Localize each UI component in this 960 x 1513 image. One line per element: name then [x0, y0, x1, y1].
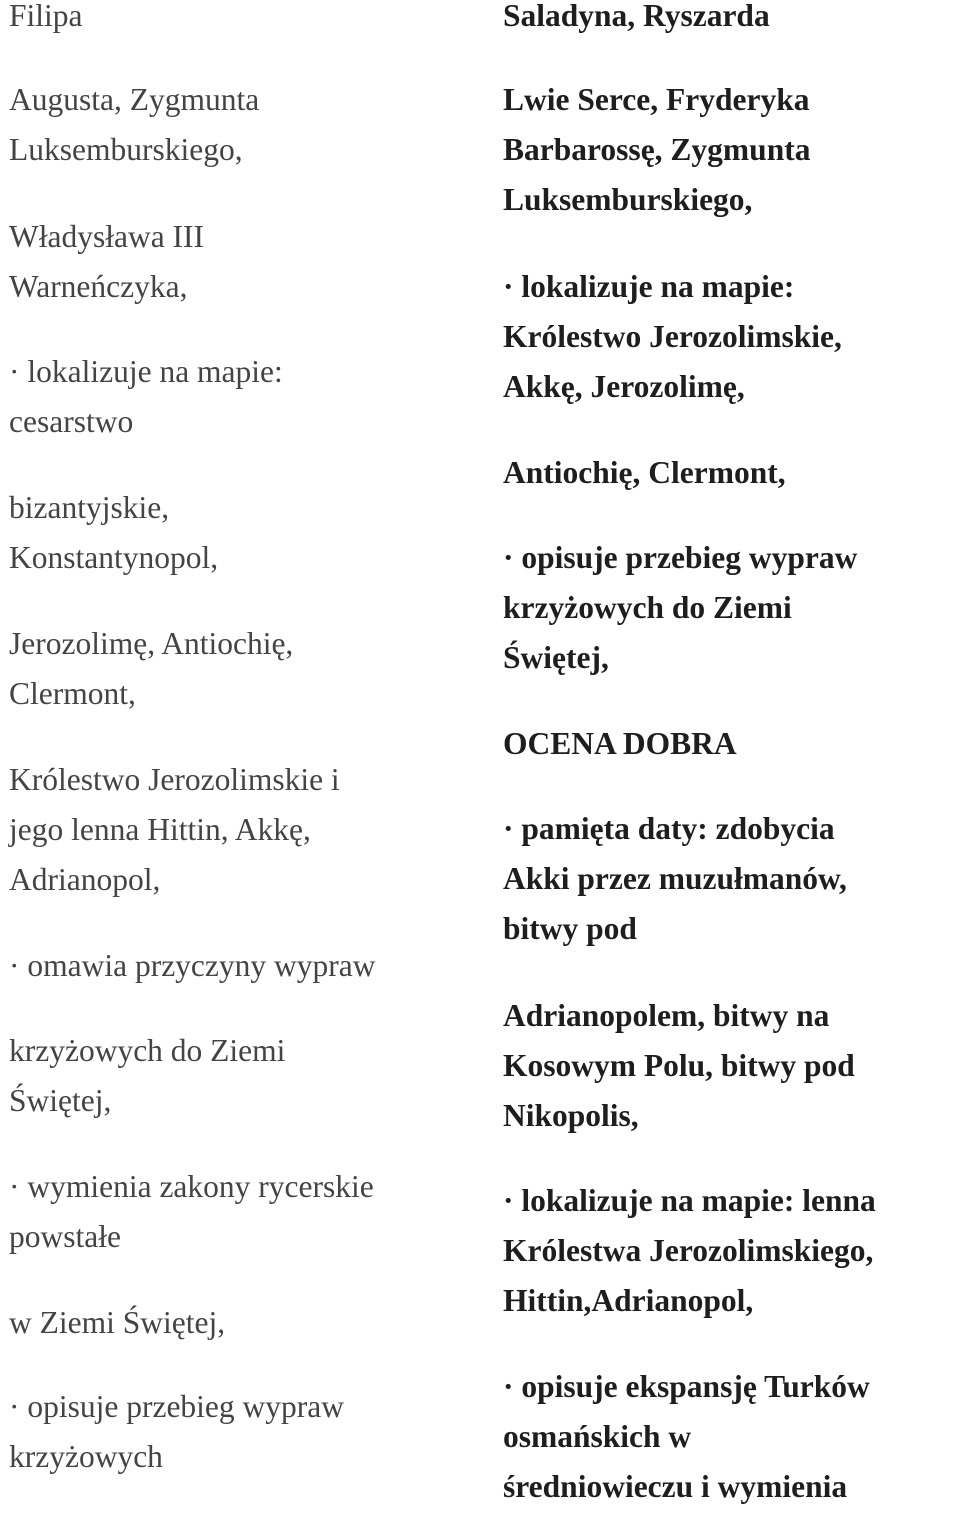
- text-line: Nikopolis,: [503, 1098, 639, 1133]
- text-line: krzyżowych do Ziemi: [503, 590, 792, 625]
- text-line: Antiochię, Clermont,: [503, 455, 786, 490]
- text-line: Lwie Serce, Fryderyka: [503, 82, 810, 117]
- text-line: · lokalizuje na mapie:: [9, 354, 283, 389]
- left-para-10: [9, 1162, 374, 1262]
- text-line: · lokalizuje na mapie: lenna: [503, 1183, 876, 1218]
- text-line: Adrianopolem, bitwy na: [503, 998, 830, 1033]
- text-line: Augusta, Zygmunta: [9, 82, 260, 117]
- text-line: · omawia przyczyny wypraw: [9, 948, 376, 983]
- text-line: Luksemburskiego,: [503, 182, 753, 217]
- text-line: Królestwo Jerozolimskie i: [9, 762, 340, 797]
- text-line: cesarstwo: [9, 404, 134, 439]
- text-line: Jerozolimę, Antiochię,: [9, 626, 294, 661]
- grade-heading: OCENA DOBRA: [503, 726, 737, 761]
- left-para-2: [9, 75, 259, 175]
- text-line: Królestwa Jerozolimskiego,: [503, 1233, 874, 1268]
- right-para-4: [503, 448, 786, 498]
- text-line: Konstantynopol,: [9, 540, 219, 575]
- text-line: Filipa: [9, 0, 83, 33]
- right-para-9: [503, 1176, 876, 1326]
- text-line: w Ziemi Świętej,: [9, 1305, 226, 1340]
- text-line: Królestwo Jerozolimskie,: [503, 319, 842, 354]
- left-para-4: [9, 347, 283, 447]
- right-para-6: [503, 719, 737, 769]
- text-line: · pamięta daty: zdobycia: [503, 811, 835, 846]
- text-line: · opisuje przebieg wypraw: [503, 540, 858, 575]
- text-line: krzyżowych: [9, 1439, 163, 1474]
- right-para-8: [503, 991, 855, 1141]
- text-line: · lokalizuje na mapie:: [503, 269, 795, 304]
- text-line: Luksemburskiego,: [9, 132, 243, 167]
- text-line: Warneńczyka,: [9, 269, 188, 304]
- left-para-3: [9, 212, 204, 312]
- left-para-12: [9, 1382, 344, 1482]
- right-para-5: [503, 533, 857, 683]
- left-para-7: [9, 755, 340, 905]
- left-para-6: [9, 619, 293, 719]
- text-line: bitwy pod: [503, 911, 637, 946]
- text-line: Kosowym Polu, bitwy pod: [503, 1048, 855, 1083]
- left-para-8: [9, 941, 375, 991]
- right-para-1: [503, 0, 770, 41]
- left-para-5: [9, 483, 218, 583]
- right-para-3: [503, 262, 842, 412]
- right-para-10: [503, 1362, 870, 1512]
- text-line: Saladyna, Ryszarda: [503, 0, 770, 33]
- text-line: średniowieczu i wymienia: [503, 1469, 848, 1504]
- text-line: Świętej,: [9, 1083, 112, 1118]
- right-para-7: [503, 804, 847, 954]
- text-line: jego lenna Hittin, Akkę,: [9, 812, 311, 847]
- left-para-1: [9, 0, 83, 41]
- text-line: Clermont,: [9, 676, 136, 711]
- left-para-9: [9, 1026, 285, 1126]
- right-para-2: [503, 75, 810, 225]
- text-line: Adrianopol,: [9, 862, 161, 897]
- text-line: Akkę, Jerozolimę,: [503, 369, 745, 404]
- text-line: Świętej,: [503, 640, 609, 675]
- left-para-11: [9, 1298, 225, 1348]
- text-line: · opisuje przebieg wypraw: [9, 1389, 345, 1424]
- text-line: powstałe: [9, 1219, 121, 1254]
- text-line: Hittin,Adrianopol,: [503, 1283, 754, 1318]
- text-line: Akki przez muzułmanów,: [503, 861, 847, 896]
- text-line: Władysława III: [9, 219, 205, 254]
- text-line: · opisuje ekspansję Turków: [503, 1369, 870, 1404]
- text-line: Barbarossę, Zygmunta: [503, 132, 811, 167]
- text-line: krzyżowych do Ziemi: [9, 1033, 286, 1068]
- text-line: · wymienia zakony rycerskie: [9, 1169, 374, 1204]
- text-line: bizantyjskie,: [9, 490, 170, 525]
- text-line: osmańskich w: [503, 1419, 692, 1454]
